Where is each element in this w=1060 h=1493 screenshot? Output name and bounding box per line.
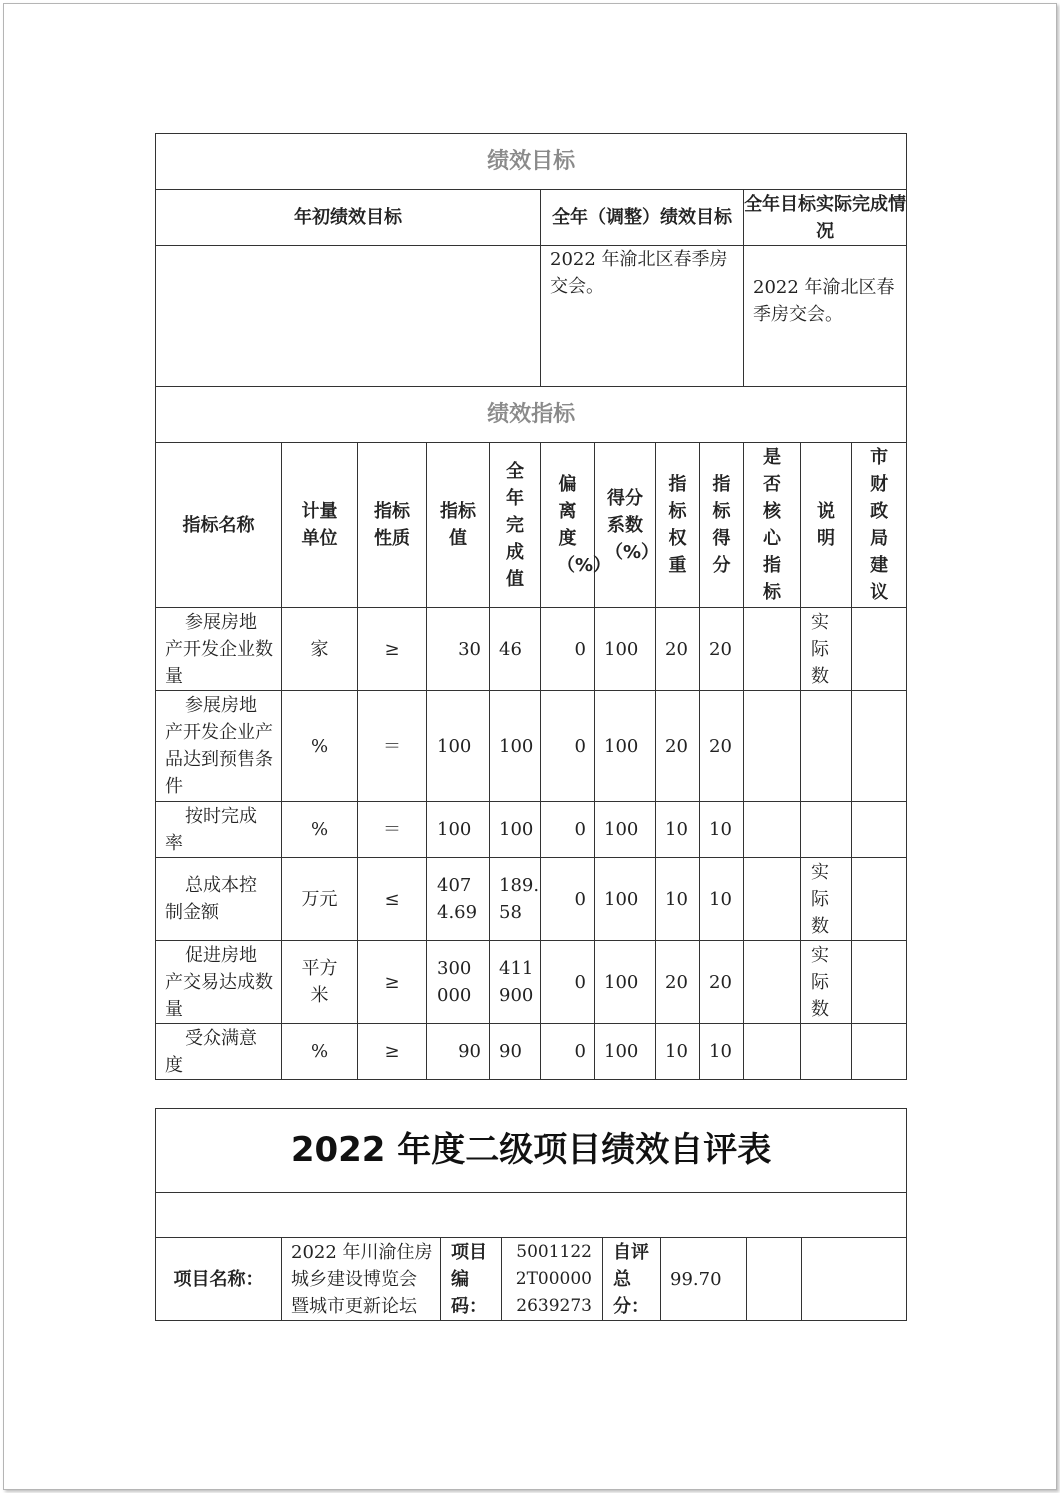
unit-cell: 万元 xyxy=(282,858,358,941)
score-label: 自评总分： xyxy=(603,1238,661,1321)
finance-suggestion-cell xyxy=(852,691,907,802)
table-row xyxy=(156,802,907,858)
actual-completion-value: 2022 年渝北区春季房交会。 xyxy=(744,246,907,387)
deviation-cell: 0 xyxy=(541,691,595,802)
finance-suggestion-cell xyxy=(852,802,907,858)
actual-value-cell: 100 xyxy=(490,802,541,858)
unit-cell: % xyxy=(282,1024,358,1080)
self-evaluation-form xyxy=(155,1108,907,1321)
nature-cell: ≥ xyxy=(358,1024,427,1080)
score-coefficient-cell: 100 xyxy=(595,608,656,691)
score-coefficient-cell: 100 xyxy=(595,691,656,802)
nature-cell: ≤ xyxy=(358,858,427,941)
finance-suggestion-cell xyxy=(852,858,907,941)
col-actual-completion: 全年目标实际完成情况 xyxy=(744,190,907,246)
actual-value-cell: 90 xyxy=(490,1024,541,1080)
unit-cell: % xyxy=(282,802,358,858)
weight-cell: 10 xyxy=(656,802,700,858)
score-coefficient-cell: 100 xyxy=(595,941,656,1024)
header-target-value: 指标值 xyxy=(427,443,490,608)
core-indicator-cell xyxy=(744,608,801,691)
target-value-cell: 300000 xyxy=(427,941,490,1024)
score-coefficient-cell: 100 xyxy=(595,858,656,941)
unit-cell: % xyxy=(282,691,358,802)
form-subtitle xyxy=(156,1193,907,1238)
core-indicator-cell xyxy=(744,1024,801,1080)
note-cell: 实际数 xyxy=(801,858,852,941)
empty-cell xyxy=(802,1238,907,1321)
note-cell: 实际数 xyxy=(801,608,852,691)
table-row xyxy=(156,691,907,802)
unit-cell: 平方米 xyxy=(282,941,358,1024)
weight-cell: 20 xyxy=(656,691,700,802)
header-unit: 计量单位 xyxy=(282,443,358,608)
header-score-coefficient: 得分系数（%） xyxy=(595,443,656,608)
score-cell: 20 xyxy=(700,608,744,691)
initial-goal-value xyxy=(156,246,541,387)
form-title: 2022 年度二级项目绩效自评表 xyxy=(156,1109,907,1193)
nature-cell: ≥ xyxy=(358,941,427,1024)
target-value-cell: 30 xyxy=(427,608,490,691)
target-value-cell: 100 xyxy=(427,691,490,802)
core-indicator-cell xyxy=(744,858,801,941)
indicator-rows xyxy=(156,608,907,1080)
deviation-cell: 0 xyxy=(541,608,595,691)
header-indicator-name: 指标名称 xyxy=(156,443,282,608)
indicator-name-cell: 促进房地产交易达成数量 xyxy=(156,941,282,1024)
weight-cell: 20 xyxy=(656,608,700,691)
score-cell: 10 xyxy=(700,858,744,941)
nature-cell: ＝ xyxy=(358,802,427,858)
header-nature: 指标性质 xyxy=(358,443,427,608)
indicator-name-cell: 参展房地产开发企业产品达到预售条件 xyxy=(156,691,282,802)
actual-value-cell: 411900 xyxy=(490,941,541,1024)
indicator-name-cell: 受众满意度 xyxy=(156,1024,282,1080)
deviation-cell: 0 xyxy=(541,941,595,1024)
performance-table xyxy=(155,133,907,1080)
project-code-value: 50011222T000002639273 xyxy=(502,1238,603,1321)
score-value: 99.70 xyxy=(661,1238,747,1321)
actual-value-cell: 100 xyxy=(490,691,541,802)
core-indicator-cell xyxy=(744,802,801,858)
adjusted-goal-value: 2022 年渝北区春季房交会。 xyxy=(541,246,744,387)
empty-cell xyxy=(747,1238,802,1321)
header-finance-suggestion: 市财政局建议 xyxy=(852,443,907,608)
indicator-name-cell: 按时完成率 xyxy=(156,802,282,858)
nature-cell: ≥ xyxy=(358,608,427,691)
finance-suggestion-cell xyxy=(852,941,907,1024)
target-value-cell: 4074.69 xyxy=(427,858,490,941)
core-indicator-cell xyxy=(744,941,801,1024)
deviation-cell: 0 xyxy=(541,858,595,941)
indicator-name-cell: 参展房地产开发企业数量 xyxy=(156,608,282,691)
project-name-label: 项目名称： xyxy=(156,1238,282,1321)
table-row xyxy=(156,858,907,941)
score-cell: 20 xyxy=(700,691,744,802)
actual-value-cell: 46 xyxy=(490,608,541,691)
indicators-section-title: 绩效指标 xyxy=(156,387,907,443)
actual-value-cell: 189.58 xyxy=(490,858,541,941)
weight-cell: 10 xyxy=(656,858,700,941)
header-score: 指标得分 xyxy=(700,443,744,608)
project-name-value: 2022 年川渝住房城乡建设博览会暨城市更新论坛 xyxy=(282,1238,441,1321)
note-cell xyxy=(801,691,852,802)
score-cell: 10 xyxy=(700,802,744,858)
table-row xyxy=(156,941,907,1024)
unit-cell: 家 xyxy=(282,608,358,691)
col-initial-goal: 年初绩效目标 xyxy=(156,190,541,246)
goals-section-title: 绩效目标 xyxy=(156,134,907,190)
note-cell xyxy=(801,1024,852,1080)
header-core-indicator: 是否核心指标 xyxy=(744,443,801,608)
note-cell: 实际数 xyxy=(801,941,852,1024)
deviation-cell: 0 xyxy=(541,1024,595,1080)
score-cell: 20 xyxy=(700,941,744,1024)
indicator-name-cell: 总成本控制金额 xyxy=(156,858,282,941)
target-value-cell: 100 xyxy=(427,802,490,858)
weight-cell: 20 xyxy=(656,941,700,1024)
header-deviation: 偏离度（%） xyxy=(541,443,595,608)
score-coefficient-cell: 100 xyxy=(595,1024,656,1080)
score-coefficient-cell: 100 xyxy=(595,802,656,858)
table-row xyxy=(156,1024,907,1080)
project-code-label: 项目编码： xyxy=(441,1238,502,1321)
score-cell: 10 xyxy=(700,1024,744,1080)
deviation-cell: 0 xyxy=(541,802,595,858)
table-row xyxy=(156,608,907,691)
note-cell xyxy=(801,802,852,858)
col-adjusted-goal: 全年（调整）绩效目标 xyxy=(541,190,744,246)
target-value-cell: 90 xyxy=(427,1024,490,1080)
header-weight: 指标权重 xyxy=(656,443,700,608)
weight-cell: 10 xyxy=(656,1024,700,1080)
nature-cell: ＝ xyxy=(358,691,427,802)
header-actual-value: 全年完成值 xyxy=(490,443,541,608)
header-note: 说明 xyxy=(801,443,852,608)
finance-suggestion-cell xyxy=(852,1024,907,1080)
core-indicator-cell xyxy=(744,691,801,802)
finance-suggestion-cell xyxy=(852,608,907,691)
